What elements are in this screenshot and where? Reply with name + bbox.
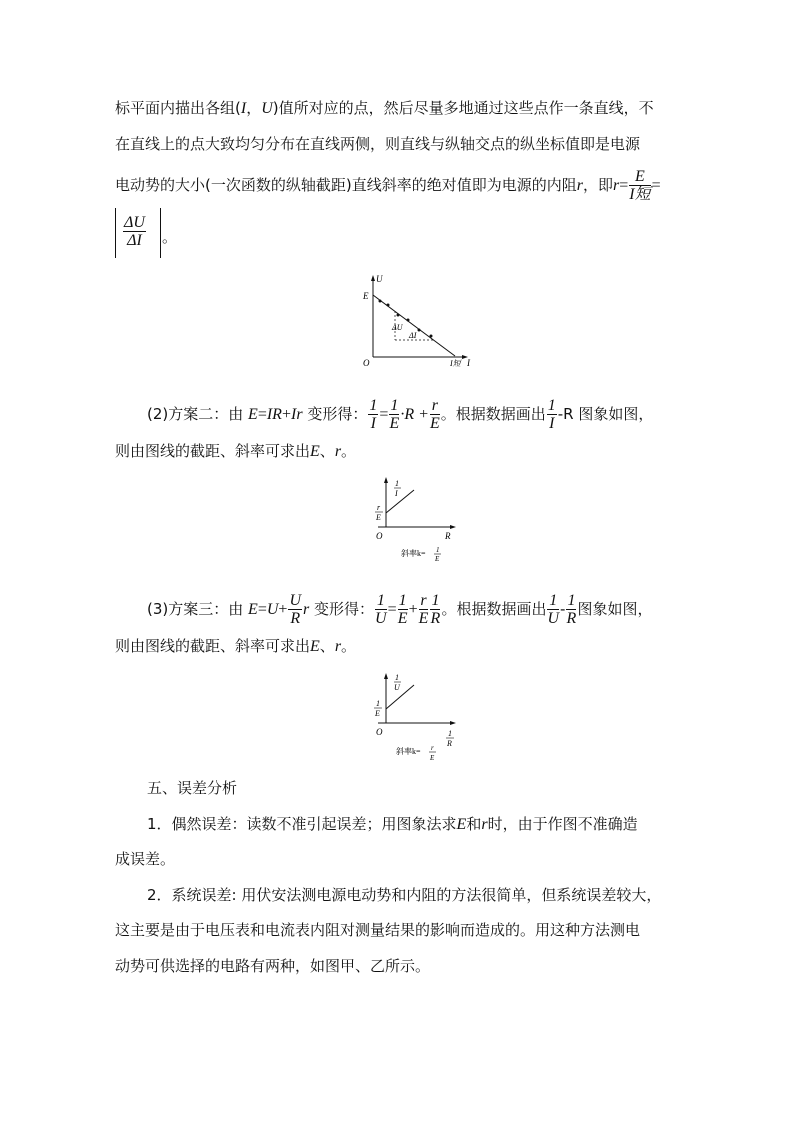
x-label-num: 1	[448, 729, 452, 738]
para1-line2	[115, 133, 640, 155]
data-point	[379, 300, 382, 303]
numerator: r	[431, 397, 438, 414]
graph-line	[386, 685, 414, 709]
slope-num: 1	[436, 546, 440, 554]
slope-num: r	[431, 744, 434, 752]
y-axis-arrow	[371, 275, 375, 281]
x-label-den: R	[447, 739, 452, 748]
section5-item2-line3	[115, 955, 430, 977]
text: 则由图线的截距、斜率可求出	[115, 637, 311, 655]
text: 和	[466, 815, 482, 833]
fraction-dU-dI	[123, 214, 146, 249]
para2-line1	[147, 397, 653, 432]
var-U: U	[261, 100, 273, 117]
graph-line	[386, 490, 414, 513]
equals: =	[257, 601, 267, 618]
denominator: E	[418, 610, 429, 627]
denominator: E	[397, 610, 408, 627]
absolute-value-fraction	[115, 208, 161, 258]
text: (3)方案三：由	[147, 600, 244, 618]
fraction-r-over-E	[419, 592, 429, 627]
text: 标平面内描出各组(	[115, 99, 241, 117]
fraction-1-over-R	[566, 592, 576, 627]
figure-U-I-graph	[355, 272, 480, 372]
section5-item1-line2	[115, 848, 175, 870]
denominator: R	[290, 610, 301, 627]
numerator: U	[289, 592, 301, 609]
section5-item1-line1	[147, 813, 638, 836]
equals: =	[619, 177, 629, 194]
var-r: r	[481, 816, 488, 833]
numerator: 1	[369, 397, 378, 414]
equals: =	[651, 177, 661, 194]
equals: =	[387, 601, 397, 618]
origin-label: O	[363, 358, 370, 368]
fraction-E-over-Ishort	[629, 168, 650, 203]
var-r: r	[612, 177, 620, 194]
text: 、	[319, 637, 335, 655]
numerator: ΔU	[124, 214, 145, 231]
y-label-num: 1	[395, 479, 399, 488]
text: 。根据数据画出	[440, 405, 546, 423]
slope-text: 斜率k=	[401, 549, 426, 558]
intercept-den: E	[375, 709, 380, 718]
text: 变形得：	[307, 405, 368, 423]
var-E: E	[248, 601, 258, 618]
denominator: R	[566, 610, 577, 627]
delta-U-label: ΔU	[392, 323, 403, 332]
text: 成误差。	[115, 850, 176, 868]
section5-heading	[147, 777, 237, 799]
para1-line3	[115, 168, 661, 203]
y-label-den: U	[394, 683, 400, 692]
denominator: U	[547, 610, 560, 627]
intercept-label-E: E	[363, 291, 369, 301]
var-r: r	[576, 177, 583, 194]
y-label-num: 1	[395, 673, 399, 682]
para2-line2	[115, 440, 356, 463]
slope-den: E	[435, 555, 440, 563]
text: ，即	[582, 176, 613, 194]
data-point	[430, 335, 433, 338]
var-r: r	[334, 443, 342, 460]
fraction-1-over-E	[398, 592, 408, 627]
numerator: 1	[549, 592, 558, 609]
var-E: E	[310, 443, 320, 460]
text: 动势可供选择的电路有两种，如图甲、乙所示。	[115, 957, 431, 975]
data-point	[397, 314, 400, 317]
intercept-num: r	[377, 503, 381, 512]
text: )值所对应的点，然后尽量多地通过这些点作一条直线，不	[272, 99, 654, 117]
denominator: R	[430, 610, 441, 627]
text: -	[560, 600, 566, 618]
figure-1overI-R-graph	[368, 472, 468, 570]
denominator: E	[389, 415, 400, 432]
fraction-1-over-E	[389, 397, 399, 432]
para1-end	[162, 226, 177, 248]
fraction-1-over-U	[375, 592, 387, 627]
slope-text: 斜率k=	[396, 747, 421, 756]
y-axis-arrow	[384, 477, 388, 483]
text: 。根据数据画出	[441, 600, 547, 618]
plus: +	[278, 601, 288, 618]
text: 。	[341, 637, 357, 655]
numerator: r	[420, 592, 427, 609]
para3-line1	[147, 592, 652, 627]
text: 则由图线的截距、斜率可求出	[115, 442, 311, 460]
text: 在直线上的点大致均匀分布在直线两侧，则直线与纵轴交点的纵坐标值即是电源	[115, 135, 641, 153]
intercept-num: 1	[376, 699, 380, 708]
x-axis-label: R	[445, 531, 451, 541]
section5-item2-line2	[115, 919, 640, 941]
fit-line	[373, 295, 455, 356]
var-E: E	[456, 816, 467, 833]
denominator: E	[429, 415, 440, 432]
text: 这主要是由于电压表和电流表内阻对测量结果的影响而造成的。用这种方法测电	[115, 921, 641, 939]
var-r: r	[334, 638, 342, 655]
data-point	[407, 319, 410, 322]
text: 、	[319, 442, 335, 460]
denominator: I	[549, 415, 555, 432]
text: 图象如图，	[577, 600, 653, 618]
y-axis-label: U	[376, 274, 383, 284]
numerator: E	[629, 168, 650, 186]
text: ，	[246, 99, 262, 117]
var-I: I	[240, 100, 247, 117]
term-R: ·R +	[400, 406, 429, 423]
text: 。	[162, 228, 178, 246]
slope-den: E	[430, 754, 435, 762]
numerator: 1	[547, 397, 556, 414]
origin-label: O	[376, 531, 383, 541]
intercept-den: E	[376, 513, 381, 522]
denominator: ΔI	[127, 232, 142, 249]
para1-line1	[115, 97, 654, 120]
var-E: E	[310, 638, 320, 655]
fraction-1-over-I	[547, 397, 557, 432]
text: 2．系统误差: 用伏安法测电源电动势和内阻的方法很简单，但系统误差较大，	[147, 886, 662, 904]
denominator: I短	[629, 186, 651, 203]
plus: +	[408, 601, 418, 618]
text: 变形得：	[314, 600, 375, 618]
equals: =	[379, 406, 389, 423]
plus: +	[281, 406, 291, 423]
figure-1overU-1overR-graph	[368, 668, 468, 768]
text: 电动势的大小(一次函数的纵轴截距)直线斜率的绝对值即为电源的内阻	[115, 176, 577, 194]
numerator: 1	[376, 592, 385, 609]
fraction-1-over-U	[547, 592, 559, 627]
y-label-den: I	[395, 489, 398, 498]
var-E: E	[248, 406, 258, 423]
fraction-r-over-E	[430, 397, 440, 432]
equals: =	[257, 406, 267, 423]
text: -R 图象如图，	[557, 405, 654, 423]
denominator: U	[375, 610, 387, 627]
term-Ir: Ir	[290, 406, 303, 423]
delta-I-label: ΔI	[409, 331, 417, 340]
para3-line2	[115, 635, 356, 658]
x-intercept-label: I短	[450, 359, 461, 368]
text: (2)方案二：由	[147, 405, 244, 423]
text: 时，由于作图不准确造	[487, 815, 638, 833]
section5-item2-line1	[147, 884, 661, 906]
x-axis-arrow	[450, 525, 456, 529]
fraction-U-over-R	[288, 592, 302, 627]
section-heading: 五、误差分析	[147, 779, 238, 797]
x-axis-arrow	[450, 721, 456, 725]
numerator: 1	[431, 592, 440, 609]
data-point	[418, 329, 421, 332]
numerator: 1	[398, 592, 407, 609]
numerator: 1	[390, 397, 399, 414]
denominator: I	[370, 415, 376, 432]
numerator: 1	[567, 592, 576, 609]
x-axis-label: I	[467, 358, 470, 368]
term-IR: IR	[266, 406, 282, 423]
origin-label: O	[376, 727, 383, 737]
var-r: r	[303, 601, 310, 618]
text: 。	[341, 442, 357, 460]
var-U: U	[266, 601, 279, 618]
y-axis-arrow	[384, 673, 388, 679]
text: 1．偶然误差：读数不准引起误差；用图象法求	[147, 815, 457, 833]
fraction-1-over-I	[368, 397, 378, 432]
data-point	[387, 304, 390, 307]
fraction-1-over-R	[430, 592, 440, 627]
